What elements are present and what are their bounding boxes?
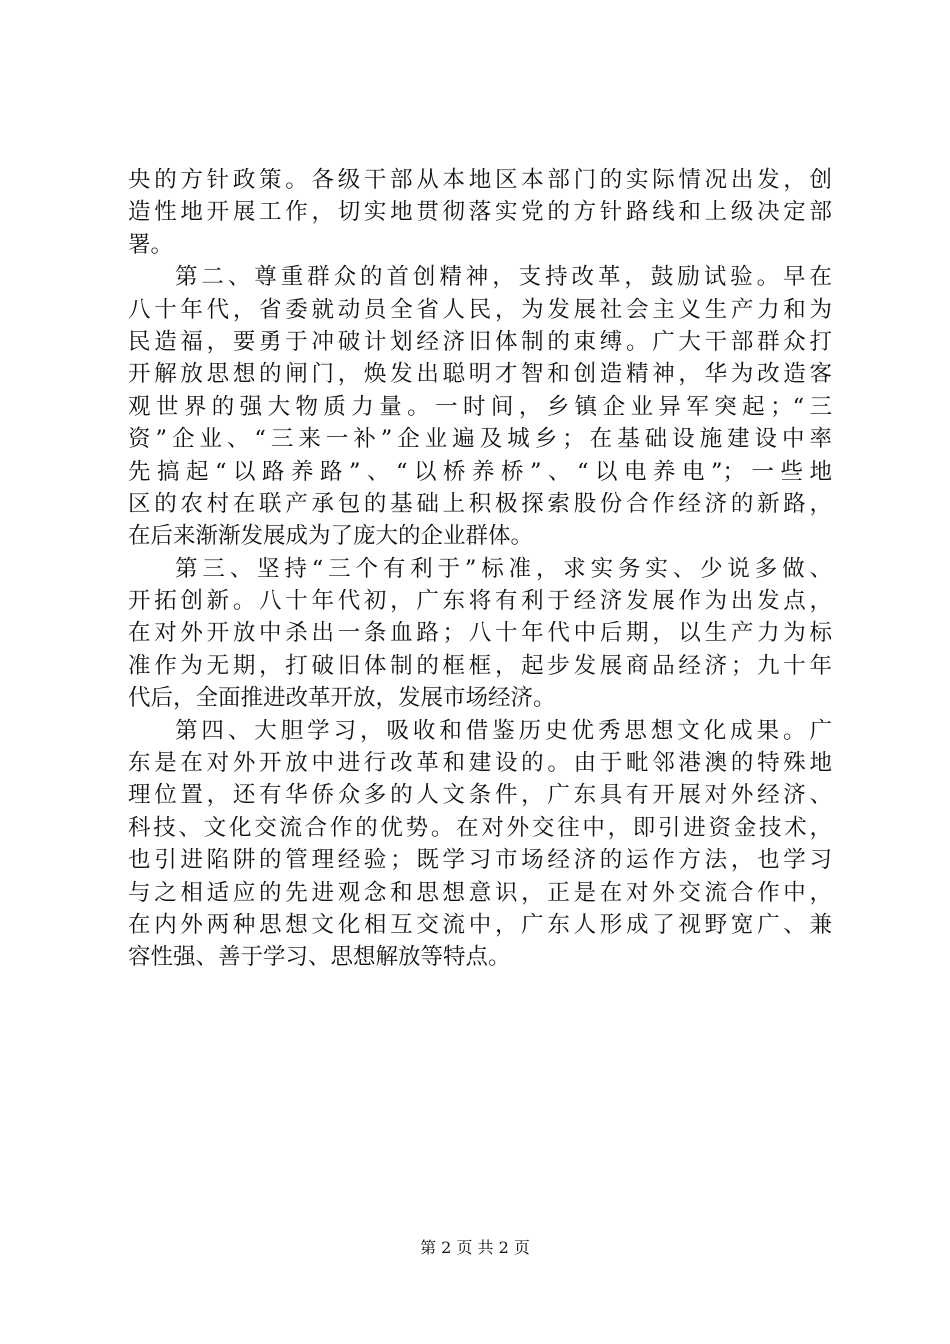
text-line: 在对外开放中杀出一条血路；八十年代中后期，以生产力为标 bbox=[128, 620, 832, 647]
text-line: 资”企业、“三来一补”企业遍及城乡；在基础设施建设中率 bbox=[128, 426, 832, 453]
text-line: 八十年代，省委就动员全省人民，为发展社会主义生产力和为 bbox=[128, 296, 832, 323]
text-line: 与之相适应的先进观念和思想意识，正是在对外交流合作中， bbox=[128, 879, 832, 906]
text-line: 开解放思想的闸门，焕发出聪明才智和创造精神，华为改造客 bbox=[128, 361, 832, 388]
body-text bbox=[128, 164, 832, 974]
text-line: 理位置，还有华侨众多的人文条件，广东具有开展对外经济、 bbox=[128, 782, 832, 809]
text-line: 东是在对外开放中进行改革和建设的。由于毗邻港澳的特殊地 bbox=[128, 750, 832, 777]
text-line: 代后，全面推进改革开放，发展市场经济。 bbox=[128, 685, 556, 712]
paragraph-start-line: 第四、大胆学习，吸收和借鉴历史优秀思想文化成果。广 bbox=[175, 717, 832, 744]
text-line: 署。 bbox=[128, 231, 174, 258]
text-line: 央的方针政策。各级干部从本地区本部门的实际情况出发，创 bbox=[128, 167, 832, 193]
text-line: 区的农村在联产承包的基础上积极探索股份合作经济的新路， bbox=[128, 490, 832, 517]
page-number-footer: 第 2 页 共 2 页 bbox=[420, 1238, 530, 1257]
text-line: 民造福，要勇于冲破计划经济旧体制的束缚。广大干部群众打 bbox=[128, 328, 832, 355]
text-line: 开拓创新。八十年代初，广东将有利于经济发展作为出发点， bbox=[128, 588, 832, 615]
paragraph-start-line: 第三、坚持“三个有利于”标准，求实务实、少说多做、 bbox=[175, 555, 832, 582]
text-line: 科技、文化交流合作的优势。在对外交往中，即引进资金技术， bbox=[128, 814, 832, 841]
text-line: 容性强、善于学习、思想解放等特点。 bbox=[128, 944, 511, 971]
paragraph-start-line: 第二、尊重群众的首创精神，支持改革，鼓励试验。早在 bbox=[175, 264, 832, 291]
text-line: 先搞起“以路养路”、“以桥养桥”、“以电养电”；一些地 bbox=[128, 458, 832, 485]
text-line: 在内外两种思想文化相互交流中，广东人形成了视野宽广、兼 bbox=[128, 911, 832, 938]
text-line: 在后来渐渐发展成为了庞大的企业群体。 bbox=[128, 523, 534, 550]
text-line: 造性地开展工作，切实地贯彻落实党的方针路线和上级决定部 bbox=[128, 199, 832, 226]
text-line: 准作为无期，打破旧体制的框框，起步发展商品经济；九十年 bbox=[128, 652, 832, 679]
text-line: 也引进陷阱的管理经验；既学习市场经济的运作方法，也学习 bbox=[128, 847, 832, 874]
text-line: 观世界的强大物质力量。一时间，乡镇企业异军突起；“三 bbox=[128, 393, 832, 420]
